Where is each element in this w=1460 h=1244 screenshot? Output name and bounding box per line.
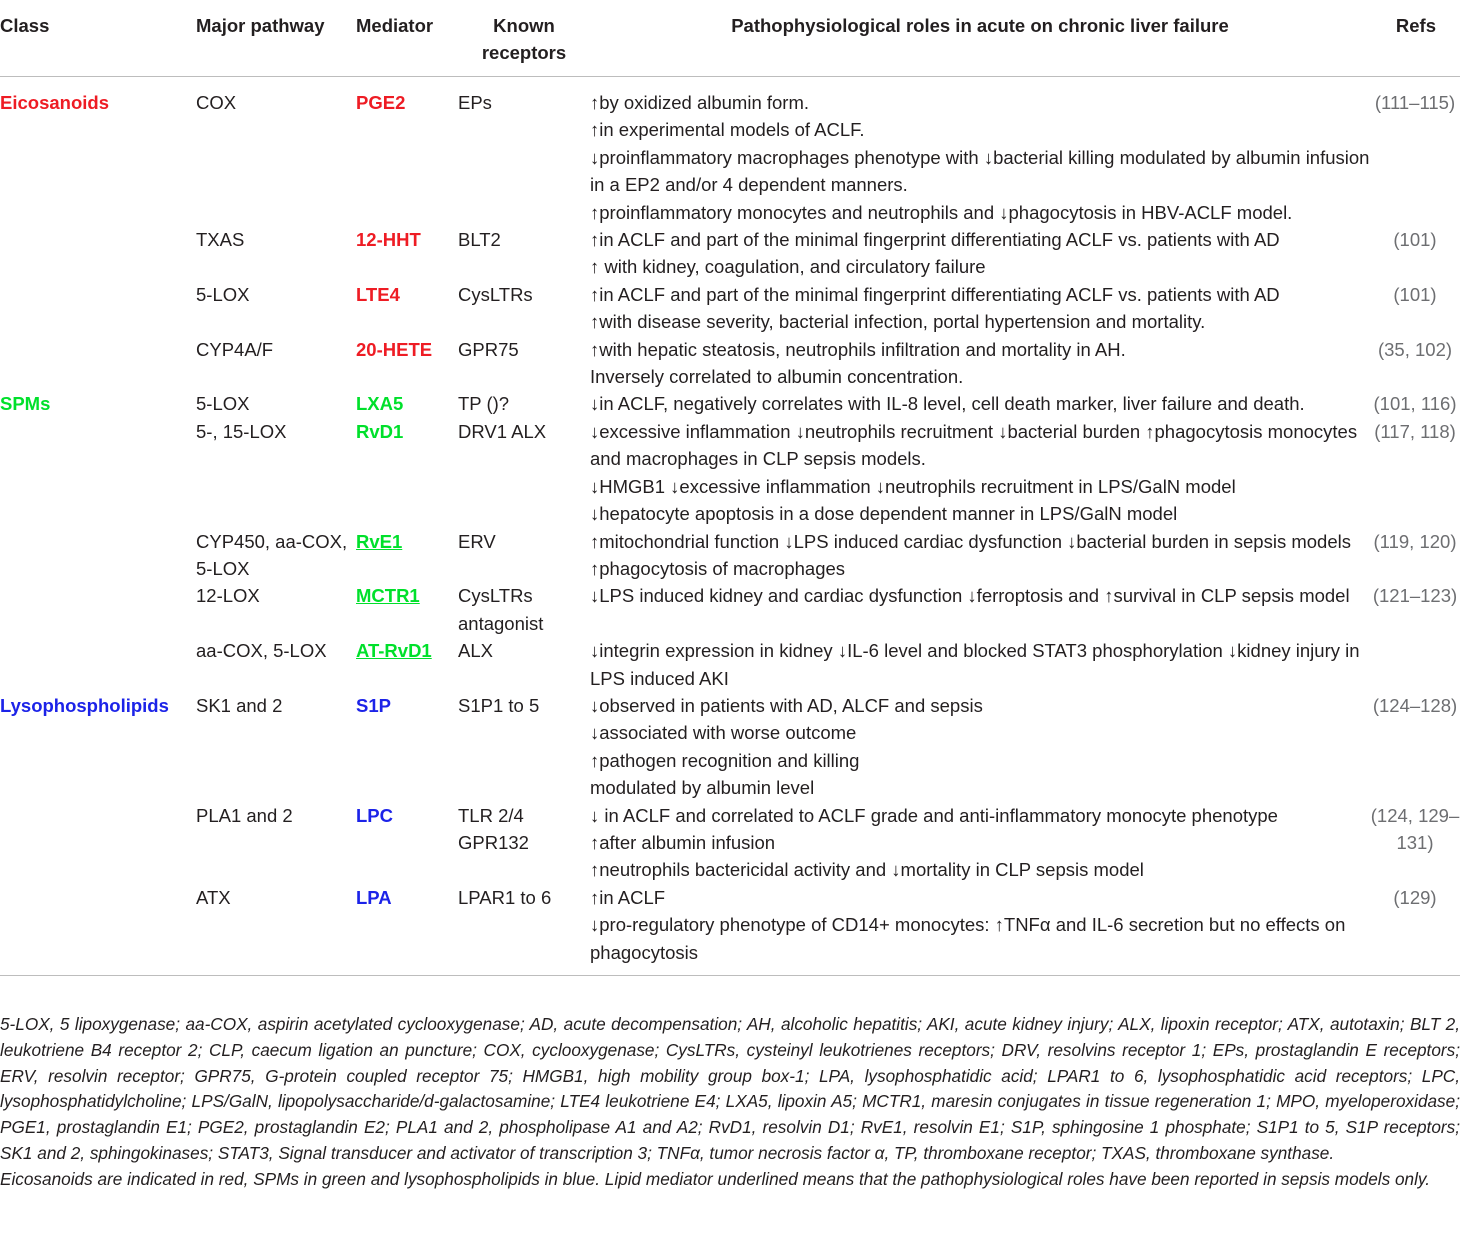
mediator-cell: RvE1 [356,530,403,552]
class-cell [0,884,196,976]
table-row [0,582,1460,637]
role-line: ↑in ACLF and part of the minimal fingerprint differentiating ACLF vs. patients with AD [590,229,1280,251]
class-cell [0,582,196,637]
pathway-cell: 5-, 15-LOX [196,420,287,442]
pathway-cell: aa-COX, 5-LOX [196,640,327,662]
table-row [0,281,1460,336]
pathway-cell: 12-LOX [196,585,260,607]
pathway-cell: CYP4A/F [196,338,274,360]
table-row [0,528,1460,583]
pathway-cell: COX [196,92,237,113]
mediator-cell: 12-HHT [356,229,421,251]
pathway-cell: TXAS [196,229,245,251]
mediator-cell: PGE2 [356,92,406,113]
role-line: ↑in ACLF and part of the minimal fingerprint differentiating ACLF vs. patients with AD [590,283,1280,305]
role-line: ↑neutrophils bactericidal activity and ↓mortality in CLP sepsis model [590,859,1144,881]
role-line: ↑in ACLF [590,886,666,908]
receptors-cell: EPs [458,92,492,113]
table-row [0,336,1460,391]
refs-cell: (119, 120) [1373,530,1457,552]
role-line: ↑after albumin infusion [590,831,776,853]
receptors-cell: GPR75 [458,338,519,360]
header-refs: Refs [1370,0,1460,77]
table-row [0,802,1460,884]
role-line: ↑with hepatic steatosis, neutrophils infiltration and mortality in AH. [590,338,1126,360]
role-line: ↑by oxidized albumin form. [590,92,810,113]
header-roles: Pathophysiological roles in acute on chronic liver failure [590,0,1370,77]
roles-cell [590,582,1370,637]
table-row [0,418,1460,528]
receptors-cell: ALX [458,640,493,662]
header-receptors: Known receptors [458,0,590,77]
class-cell [0,418,196,528]
refs-cell: (101) [1393,229,1437,251]
class-cell [0,226,196,281]
roles-cell [590,77,1370,227]
role-line: ↑pathogen recognition and killing [590,749,860,771]
roles-cell [590,336,1370,391]
refs-cell: (117, 118) [1374,420,1456,442]
table-row [0,637,1460,692]
table-row [0,77,1460,227]
mediator-cell: LPC [356,804,393,826]
class-cell [0,637,196,692]
table-row [0,226,1460,281]
receptors-cell: TLR 2/4 GPR132 [458,804,529,853]
pathway-cell: CYP450, aa-COX, 5-LOX [196,530,348,579]
roles-cell [590,528,1370,583]
table-row [0,692,1460,802]
refs-cell [1370,637,1460,692]
header-pathway: Major pathway [196,0,356,77]
mediator-cell: RvD1 [356,420,404,442]
class-cell [0,528,196,583]
mediator-cell: LTE4 [356,283,400,305]
role-line: ↓hepatocyte apoptosis in a dose dependent manner in LPS/GalN model [590,503,1178,525]
mediator-cell: MCTR1 [356,585,420,607]
class-cell [0,336,196,391]
roles-cell [590,281,1370,336]
receptors-cell: ERV [458,530,496,552]
role-line: ↓excessive inflammation ↓neutrophils recruitment ↓bacterial burden ↑phagocytosis monocytes and macrophages in CLP sepsis models. [590,420,1358,470]
role-line: modulated by albumin level [590,777,815,799]
receptors-cell: LPAR1 to 6 [458,884,590,976]
role-line: ↓in ACLF, negatively correlates with IL-8 level, cell death marker, liver failure and death. [590,393,1305,415]
role-line: ↓proinflammatory macrophages phenotype with ↓bacterial killing modulated by albumin infusion in a EP2 and/or 4 dependent manners. [590,146,1370,196]
refs-cell: (121–123) [1372,585,1458,607]
table-row [0,390,1460,417]
receptors-cell: DRV1 ALX [458,420,547,442]
receptors-cell: BLT2 [458,229,501,251]
pathway-cell: SK1 and 2 [196,694,283,716]
refs-cell: (111–115) [1374,92,1456,113]
mediator-cell: 20-HETE [356,338,433,360]
role-line: ↓associated with worse outcome [590,722,857,744]
mediator-cell: LPA [356,884,458,976]
pathway-cell: PLA1 and 2 [196,804,293,826]
class-cell [0,802,196,884]
header-mediator: Mediator [356,0,458,77]
table-header-row [0,0,1460,77]
refs-cell: (129) [1370,884,1460,976]
pathway-cell: ATX [196,884,356,976]
class-cell: SPMs [0,393,51,415]
table-footnotes [0,1012,1460,1193]
roles-cell [590,884,1370,976]
header-class: Class [0,0,196,77]
pathway-cell: 5-LOX [196,393,250,415]
class-cell [0,281,196,336]
role-line: ↑ with kidney, coagulation, and circulatory failure [590,256,986,278]
roles-cell [590,692,1370,802]
role-line: ↓observed in patients with AD, ALCF and sepsis [590,694,983,716]
refs-cell: (124, 129–131) [1370,804,1460,853]
role-line: ↑with disease severity, bacterial infection, portal hypertension and mortality. [590,311,1206,333]
role-line: ↓pro-regulatory phenotype of CD14+ monocytes: ↑TNFα and IL-6 secretion but no effects on phagocytosis [590,914,1346,963]
table-row [0,884,1460,976]
mediator-cell: AT-RvD1 [356,640,432,662]
roles-cell [590,802,1370,884]
mediator-cell: LXA5 [356,393,404,415]
color-legend-footnote: Eicosanoids are indicated in red, SPMs in green and lysophospholipids in blue. Lipid mediator underlined means that the pathophysiological roles have been reported in sepsis models only. [0,1168,1430,1189]
roles-cell [590,390,1370,417]
role-line: ↓LPS induced kidney and cardiac dysfunction ↓ferroptosis and ↑survival in CLP sepsis model [590,585,1350,607]
role-line: ↓integrin expression in kidney ↓IL-6 level and blocked STAT3 phosphorylation ↓kidney injury in LPS induced AKI [590,640,1360,689]
class-cell: Lysophospholipids [0,694,169,716]
refs-cell: (35, 102) [1377,338,1453,360]
role-line: Inversely correlated to albumin concentration. [590,366,964,388]
class-cell: Eicosanoids [0,92,109,113]
roles-cell [590,637,1370,692]
roles-cell [590,418,1370,528]
receptors-cell: CysLTRs [458,283,533,305]
mediator-cell: S1P [356,694,391,716]
pathway-cell: 5-LOX [196,283,250,305]
role-line: ↓HMGB1 ↓excessive inflammation ↓neutrophils recruitment in LPS/GalN model [590,475,1236,497]
role-line: ↑proinflammatory monocytes and neutrophils and ↓phagocytosis in HBV-ACLF model. [590,201,1293,223]
receptors-cell: CysLTRs antagonist [458,585,544,634]
role-line: ↓ in ACLF and correlated to ACLF grade and anti-inflammatory monocyte phenotype [590,804,1278,826]
receptors-cell: TP ()? [458,393,510,415]
role-line: ↑in experimental models of ACLF. [590,119,865,141]
refs-cell: (101) [1393,283,1437,305]
refs-cell: (124–128) [1372,694,1458,716]
refs-cell: (101, 116) [1373,393,1457,415]
roles-cell [590,226,1370,281]
receptors-cell: S1P1 to 5 [458,694,540,716]
role-line: ↑mitochondrial function ↓LPS induced cardiac dysfunction ↓bacterial burden in sepsis models ↑phagocytosis of macrophages [590,530,1351,579]
abbreviations-footnote: 5-LOX, 5 lipoxygenase; aa-COX, aspirin acetylated cyclooxygenase; AD, acute decompensation; AH, alcoholic hepatitis; AKI, acute kidney injury; ALX, lipoxin receptor; ATX, autotaxin; BLT 2, leukotriene B4 receptor 2; CLP, caecum ligation an puncture; COX, cyclooxygenase; CysLTRs, cysteinyl leukotrienes receptors; DRV, resolvins receptor 1; EPs, prostaglandin E receptors; ERV, resolvin receptor; GPR75, G-protein coupled receptor 75; HMGB1, high mobility group box-1; LPA, lysophosphatidic acid; LPAR1 to 6, lysophosphatidic acid receptors; LPC, lysophosphatidylcholine; LPS/GalN, lipopolysaccharide/d-galactosamine; LTE4 leukotriene E4; LXA5, lipoxin A5; MCTR1, maresin conjugates in tissue regeneration 1; MPO, myeloperoxidase; PGE1, prostaglandin E1; PGE2, prostaglandin E2; PLA1 and 2, phospholipase A1 and A2; RvD1, resolvin D1; RvE1, resolvin E1; S1P, sphingosine 1 phosphate; S1P1 to 5, S1P receptors; SK1 and 2, sphingokinases; STAT3, Signal transducer and activator of transcription 3; TNFα, tumor necrosis factor α, TP, thromboxane receptor; TXAS, thromboxane synthase. [0,1014,1460,1163]
